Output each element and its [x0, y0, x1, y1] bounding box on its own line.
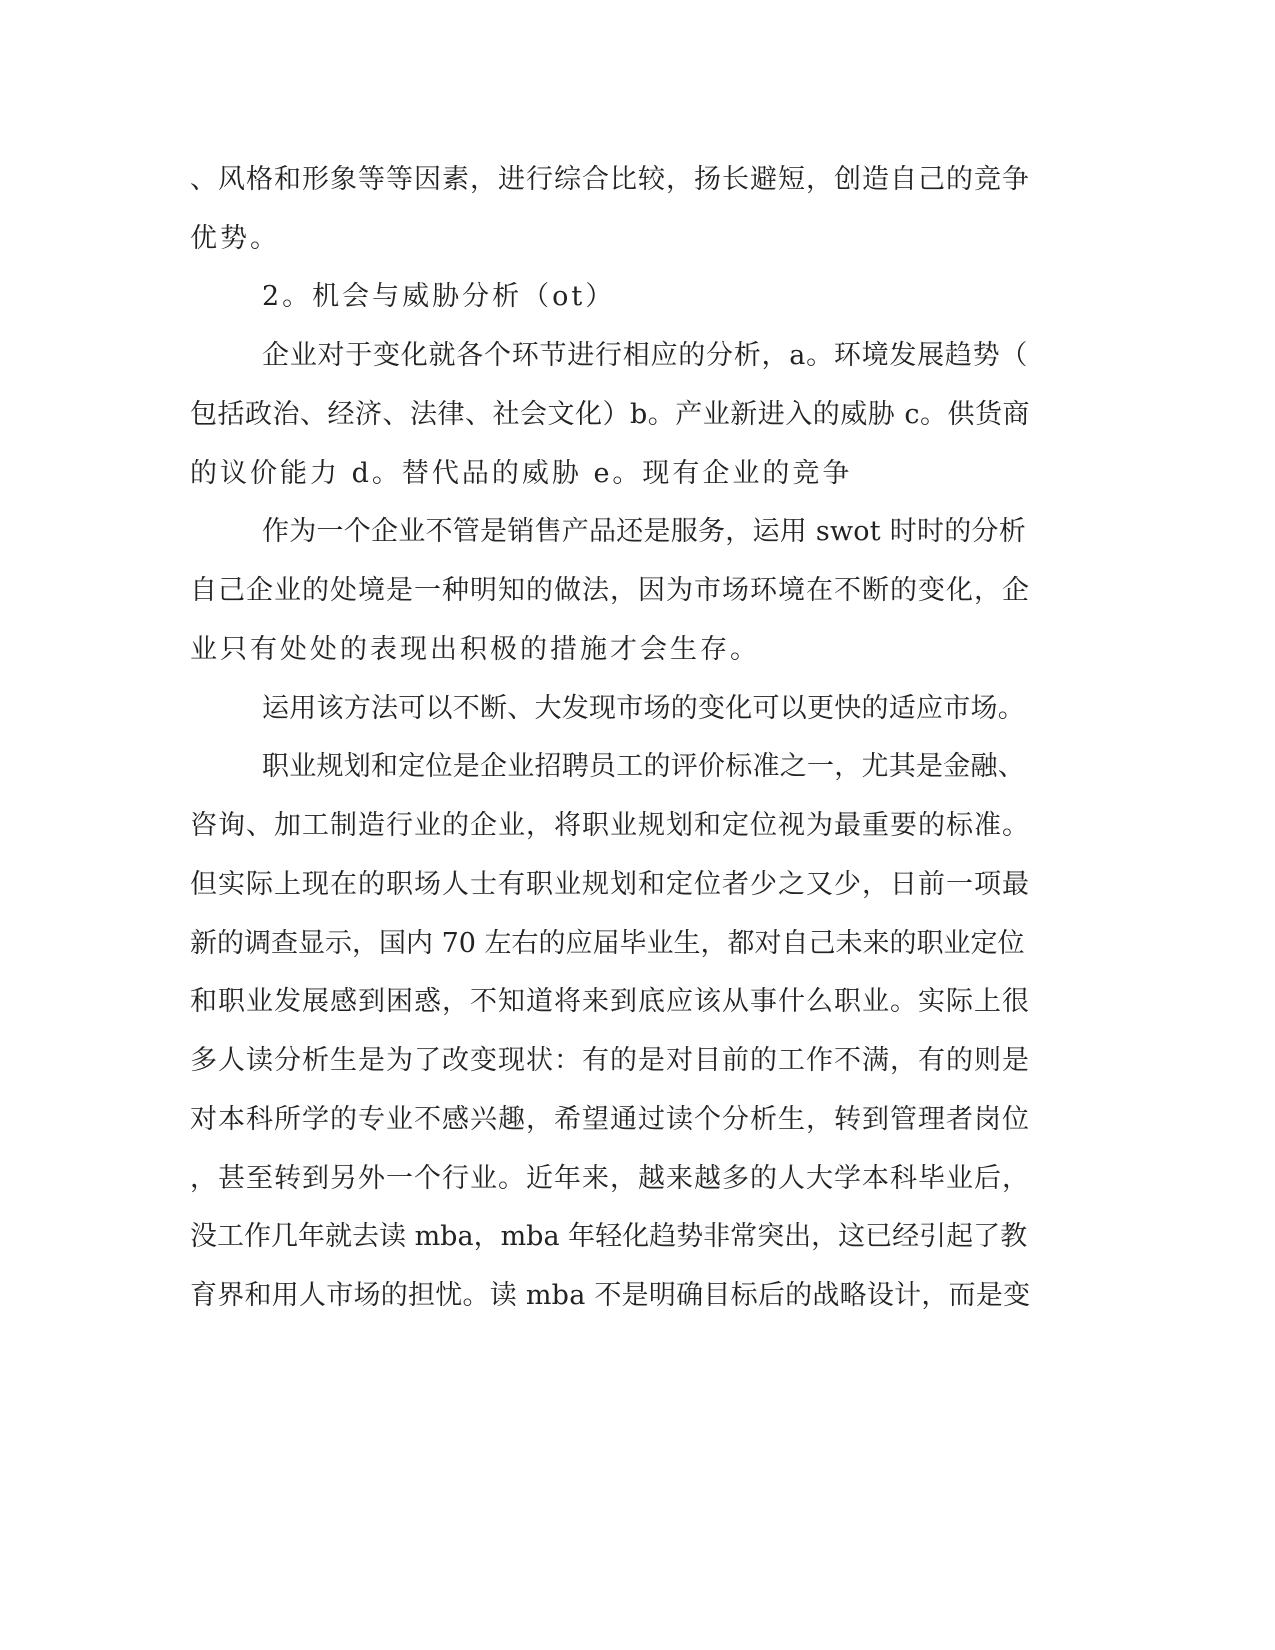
text-line-1: 、风格和形象等等因素，进行综合比较，扬长避短，创造自己的竞争: [190, 164, 1030, 195]
text-line-15: 和职业发展感到困惑，不知道将来到底应该从事什么职业。实际上很: [190, 986, 1030, 1017]
text-line-5: 包括政治、经济、法律、社会文化）b。产业新进入的威胁 c。供货商: [190, 399, 1030, 430]
text-line-14: 新的调查显示，国内 70 左右的应届毕业生，都对自己未来的职业定位: [190, 928, 1025, 959]
text-line-10: 运用该方法可以不断、大发现市场的变化可以更快的适应市场。: [262, 693, 1025, 724]
section-heading: 2。机会与威胁分析（ot）: [262, 281, 616, 312]
text-line-11: 职业规划和定位是企业招聘员工的评价标准之一，尤其是金融、: [262, 751, 1025, 782]
text-line-20: 育界和用人市场的担忧。读 mba 不是明确目标后的战略设计，而是变: [190, 1280, 1031, 1311]
text-line-8: 自己企业的处境是一种明知的做法，因为市场环境在不断的变化，企: [190, 575, 1030, 606]
text-line-18: ，甚至转到另外一个行业。近年来，越来越多的人大学本科毕业后，: [190, 1163, 1030, 1194]
text-line-12: 咨询、加工制造行业的企业，将职业规划和定位视为最重要的标准。: [190, 810, 1030, 841]
text-line-7: 作为一个企业不管是销售产品还是服务，运用 swot 时时的分析: [262, 516, 1026, 547]
text-line-19: 没工作几年就去读 mba，mba 年轻化趋势非常突出，这已经引起了教: [190, 1221, 1028, 1252]
text-line-4: 企业对于变化就各个环节进行相应的分析，a。环境发展趋势（: [262, 340, 1029, 371]
text-line-9: 业只有处处的表现出积极的措施才会生存。: [190, 634, 760, 665]
text-line-16: 多人读分析生是为了改变现状：有的是对目前的工作不满，有的则是: [190, 1045, 1030, 1076]
text-line-13: 但实际上现在的职场人士有职业规划和定位者少之又少，日前一项最: [190, 869, 1030, 900]
text-line-2: 优势。: [190, 223, 280, 254]
text-line-17: 对本科所学的专业不感兴趣，希望通过读个分析生，转到管理者岗位: [190, 1104, 1030, 1135]
text-line-6: 的议价能力 d。替代品的威胁 e。现有企业的竞争: [190, 458, 853, 489]
